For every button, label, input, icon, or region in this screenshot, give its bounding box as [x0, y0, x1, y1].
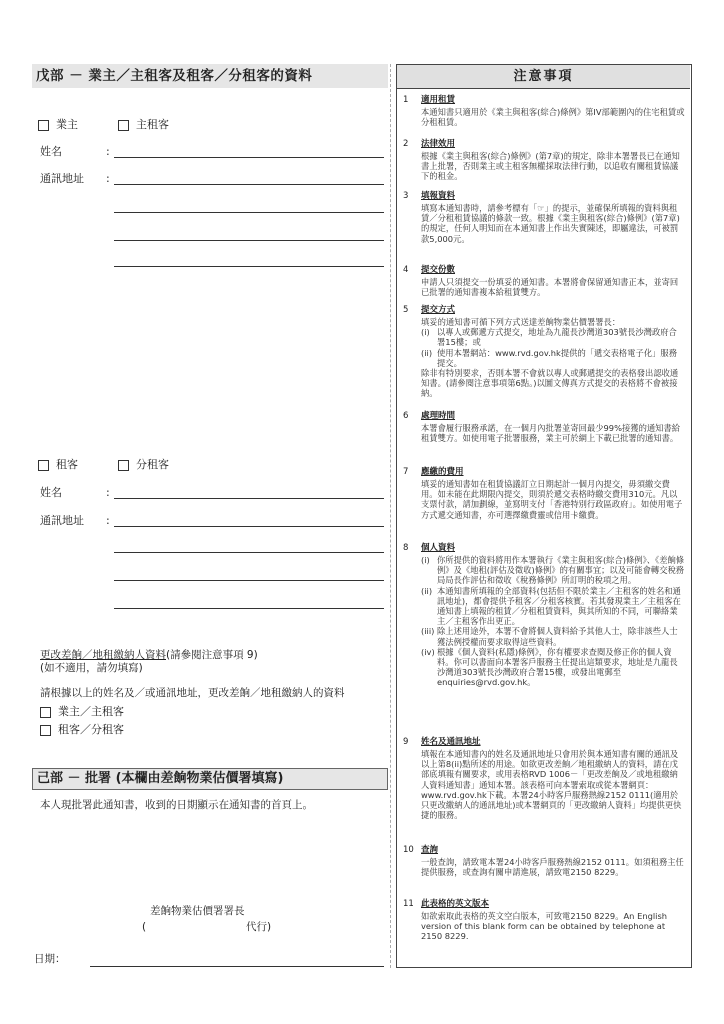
note-sub-text: 以專人或郵遞方式提交，地址為九龍長沙灣道303號長沙灣政府合署15樓；或	[437, 327, 677, 348]
column-divider	[390, 64, 391, 968]
colon: :	[106, 514, 110, 527]
tenant-label: 租客	[56, 458, 78, 471]
endorsement-statement: 本人現批署此通知書，收到的日期顯示在通知書的首頁上。	[40, 799, 313, 811]
note-body-text: 填報在本通知書內的姓名及通訊地址只會用於與本通知書有關的通訊及以上第8(ii)點所述的用途。如欲更改差餉／地租繳納人的資料，請在戊部底填報有關要求，或用表格RVD 1006－「更改差餉及／或地租繳納人資料通知書」通知本署。該表格可向本署索取或從本署網頁：www.rvd.gov.hk下載。本署24小時客戶服務熱線2152 0111(適用於只更改繳納人的通訊地址)或本署網頁的「更改繳納人資料」均提供更快捷的服務。	[421, 749, 682, 821]
notes-title: 注意事項	[397, 65, 690, 89]
notes-panel	[396, 64, 692, 968]
tenant-checkbox[interactable]	[38, 458, 78, 472]
checkbox-box[interactable]	[40, 725, 51, 736]
note-body	[421, 911, 685, 942]
note-title: 處理時間	[421, 411, 456, 421]
note-number: 10	[403, 845, 414, 855]
change-opt1-label: 業主／主租客	[58, 705, 124, 718]
note-body	[421, 555, 685, 688]
note-sub-item	[421, 647, 685, 688]
change-sub: (如不適用，請勿填寫)	[40, 662, 143, 674]
principal-tenant-checkbox[interactable]	[118, 118, 169, 132]
note-sub-item	[421, 626, 685, 646]
date-label: 日期：	[34, 953, 66, 965]
note-body-text: 根據《業主與租客(綜合)條例》(第7章)的規定，除非本署署長已在通知書上批署，否則業主或主租客無權採取法律行動，以追收有關租賃協議下的租金。	[421, 151, 680, 182]
note-sub-key: (i)	[421, 327, 430, 338]
note-body	[421, 749, 685, 820]
change-payer-heading	[40, 648, 258, 662]
colon: :	[106, 486, 110, 499]
name-label-2: 姓名	[40, 486, 62, 499]
owner-address-line-3[interactable]	[114, 240, 384, 241]
note-body	[421, 277, 685, 297]
note-number: 9	[403, 737, 409, 747]
note-number: 7	[403, 467, 409, 477]
note-body-text: 填妥的通知書如在租賃協議訂立日期起計一個月內提交，毋須繳交費用。如未能在此期限內提交，則須於遞交表格時繳交費用310元。凡以支票付款，請加劃線，並寫明支付「香港特別行政區政府」。如使用電子方式遞交通知書，亦可選擇繳費靈或信用卡繳費。	[421, 479, 683, 520]
on-behalf-open: (	[142, 921, 147, 933]
colon: :	[106, 145, 110, 158]
note-title: 適用租賃	[421, 95, 456, 105]
note-number: 6	[403, 411, 409, 421]
tenant-address-line-3[interactable]	[114, 580, 384, 581]
owner-name-field[interactable]	[114, 157, 384, 158]
on-behalf: 代行)	[246, 921, 272, 933]
note-sub-item	[421, 555, 685, 586]
note-sub-text: 你所提供的資料將用作本署執行《業主與租客(綜合)條例》、《差餉條例》及《地租(評估及徵收)條例》的有關事宜；以及可能會轉交稅務局局長作評估和徵收《稅務條例》所訂明的稅項之用。	[437, 555, 685, 586]
note-number: 3	[403, 191, 409, 201]
note-number: 11	[403, 899, 414, 909]
note-number: 1	[403, 95, 409, 105]
note-title: 姓名及通訊地址	[421, 737, 481, 747]
subtenant-checkbox[interactable]	[118, 458, 169, 472]
note-number: 8	[403, 543, 409, 553]
principal-tenant-label: 主租客	[136, 118, 169, 131]
checkbox-box[interactable]	[38, 120, 49, 131]
note-title: 查詢	[421, 845, 439, 855]
change-instruction: 請根據以上的姓名及／或通訊地址，更改差餉／地租繳納人的資料	[40, 687, 345, 699]
note-sub-key: (ii)	[421, 585, 433, 596]
note-sub-key: (ii)	[421, 347, 433, 358]
date-field[interactable]	[90, 966, 384, 967]
note-sub-item	[421, 586, 685, 627]
note-body-text: 填寫本通知書時，請參考標有「☞」的提示，並確保所填報的資料與租賃／分租租賃協議的條款一致。根據《業主與租客(綜合)條例》(第7章)的規定，任何人明知而在本通知書上作出失實陳述，即屬違法，可被罰款5,000元。	[421, 203, 680, 244]
owner-checkbox[interactable]	[38, 118, 78, 132]
owner-address-line-1[interactable]	[114, 184, 384, 185]
note-title: 法律效用	[421, 139, 456, 149]
note-body	[421, 423, 685, 443]
note-number: 2	[403, 139, 409, 149]
note-title: 填報資料	[421, 191, 456, 201]
note-sub-text: 根據《個人資料(私隱)條例》，你有權要求查閱及修正你的個人資料。你可以書面向本署客戶服務主任提出這類要求，地址是九龍長沙灣道303號長沙灣政府合署15樓，或發出電郵至enquiries@rvd.gov.hk。	[437, 646, 678, 688]
note-sub-key: (iv)	[421, 646, 435, 657]
signatory: 差餉物業估價署署長	[150, 905, 245, 917]
note-title: 應繳的費用	[421, 467, 464, 477]
note-sub-text: 使用本署網站：www.rvd.gov.hk提供的「遞交表格電子化」服務提交。	[437, 347, 678, 368]
name-label-1: 姓名	[40, 145, 62, 158]
note-body	[421, 317, 685, 399]
change-title: 更改差餉／地租繳納人資料	[40, 649, 166, 661]
change-opt2-label: 租客／分租客	[58, 723, 124, 736]
change-note: (請參閱注意事項 9)	[166, 649, 258, 661]
note-sub-text: 除上述用途外，本署不會將個人資料給予其他人士，除非該些人士獲法例授權而要求取得這些資料。	[437, 626, 678, 647]
owner-address-line-4[interactable]	[114, 266, 384, 267]
note-title: 提交方式	[421, 305, 456, 315]
note-body	[421, 857, 685, 877]
note-sub-item	[421, 348, 685, 368]
note-body-text: 填妥的通知書可循下列方式送達差餉物業估價署署長：	[421, 317, 621, 327]
note-body	[421, 151, 685, 182]
note-body	[421, 479, 685, 520]
note-title: 個人資料	[421, 543, 456, 553]
address-label-2: 通訊地址	[40, 514, 84, 527]
note-body-text: 本通知書只適用於《業主與租客(綜合)條例》第IV部範圍內的住宅租賃或分租租賃。	[421, 107, 685, 128]
note-title: 提交份數	[421, 265, 456, 275]
note-sub-key: (iii)	[421, 626, 435, 637]
tenant-address-line-2[interactable]	[114, 552, 384, 553]
note-sub-item	[421, 327, 685, 347]
change-owner-checkbox[interactable]	[40, 705, 124, 719]
subtenant-label: 分租客	[136, 458, 169, 471]
note-title: 此表格的英文版本	[421, 899, 490, 909]
change-tenant-checkbox[interactable]	[40, 723, 124, 737]
tenant-name-field[interactable]	[114, 498, 384, 499]
note-body-text: 如欲索取此表格的英文空白版本，可致電2150 8229。An English version of this blank form can be obtained by telephone at 2150 8229.	[421, 911, 668, 942]
section-e-title: 戊部 － 業主／主租客及租客／分租客的資料	[32, 64, 388, 88]
checkbox-box[interactable]	[118, 120, 129, 131]
checkbox-box[interactable]	[38, 460, 49, 471]
note-body-text: 本署會履行服務承諾，在一個月內批署並寄回最少99%接獲的通知書給租賃雙方。如使用電子批署服務，業主可於網上下載已批署的通知書。	[421, 423, 681, 444]
checkbox-box[interactable]	[118, 460, 129, 471]
tenant-address-line-1[interactable]	[114, 526, 384, 527]
colon: :	[106, 172, 110, 185]
note-number: 5	[403, 305, 409, 315]
note-body	[421, 203, 685, 244]
note-body	[421, 107, 685, 127]
note-sub-key: (i)	[421, 555, 430, 565]
owner-address-line-2[interactable]	[114, 212, 384, 213]
tenant-address-line-4[interactable]	[114, 608, 384, 609]
note-tail: 除非有特別要求，否則本署不會就以專人或郵遞提交的表格發出認收通知書。(請參閱注意事項第6點。)以圖文傳真方式提交的表格將不會被接納。	[421, 368, 679, 399]
note-body-text: 一般查詢，請致電本署24小時客戶服務熱線2152 0111。如須租務主任提供服務，或查詢有關申請進展，請致電2150 8229。	[421, 857, 684, 878]
note-sub-text: 本通知書所填報的全部資料(包括但不限於業主／主租客的姓名和通訊地址)，都會提供予租客／分租客核實。若其發現業主／主租客在通知書上填報的租賃／分租租賃資料，與其所知的不同，可聯絡業主／主租客作出更正。	[437, 585, 681, 627]
note-number: 4	[403, 265, 409, 275]
note-body-text: 申請人只須提交一份填妥的通知書。本署將會保留通知書正本，並寄回已批署的通知書複本給租賃雙方。	[421, 277, 679, 298]
checkbox-box[interactable]	[40, 707, 51, 718]
section-f-title: 己部 － 批署 (本欄由差餉物業估價署填寫)	[32, 768, 388, 790]
address-label-1: 通訊地址	[40, 172, 84, 185]
owner-label: 業主	[56, 118, 78, 131]
